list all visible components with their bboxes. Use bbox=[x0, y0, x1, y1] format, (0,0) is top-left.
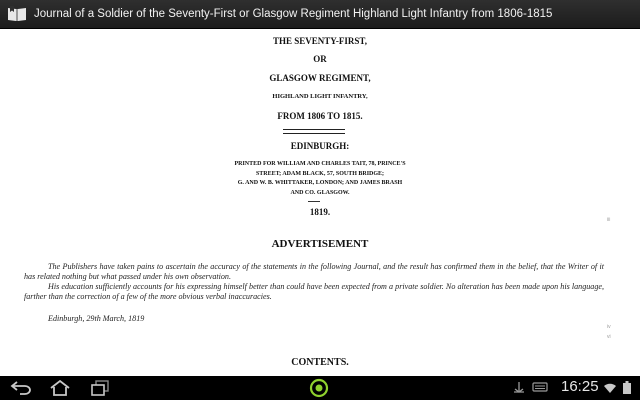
battery-icon bbox=[622, 381, 632, 395]
publication-year: 1819. bbox=[309, 207, 331, 217]
document-page[interactable] bbox=[0, 29, 640, 376]
circle-icon bbox=[309, 378, 329, 398]
home-button[interactable] bbox=[48, 378, 72, 398]
recent-apps-button[interactable] bbox=[88, 378, 112, 398]
system-nav-bar bbox=[0, 376, 640, 400]
keyboard-icon bbox=[532, 381, 548, 393]
app-drawer-button[interactable] bbox=[308, 378, 330, 398]
home-icon bbox=[49, 380, 71, 396]
printer-line: STREET; ADAM BLACK, 57, SOUTH BRIDGE; bbox=[255, 170, 385, 177]
short-rule bbox=[308, 201, 320, 202]
back-button[interactable] bbox=[10, 378, 32, 398]
advertisement-paragraph-2: His education sufficiently accounts for his expressing himself better than could have been expected from a private soldier. No alteration has been made upon his language, farther than the correction of a few of the more obvious verbal inaccuracies. bbox=[24, 282, 604, 301]
title-bar bbox=[0, 0, 640, 29]
book-icon[interactable] bbox=[6, 5, 28, 23]
recent-apps-icon bbox=[90, 380, 110, 396]
page-marker: iii bbox=[607, 217, 611, 223]
title-line-2: OR bbox=[313, 54, 327, 64]
advertisement-signature: Edinburgh, 29th March, 1819 bbox=[48, 314, 145, 323]
page-marker: iv bbox=[607, 324, 611, 330]
title-line-4: HIGHLAND LIGHT INFANTRY, bbox=[272, 93, 368, 100]
system-status-icons[interactable] bbox=[603, 381, 632, 395]
printer-line: PRINTED FOR WILLIAM AND CHARLES TAIT, 78, PRINCE'S bbox=[234, 161, 406, 167]
title-line-5: FROM 1806 TO 1815. bbox=[277, 111, 363, 121]
double-rule bbox=[283, 129, 345, 134]
advertisement-paragraph-1: The Publishers have taken pains to ascertain the accuracy of the statements in the following Journal, and the result has confirmed them in the belief, that the Writer of it has related nothing but what passed under his own observation. bbox=[24, 262, 604, 281]
title-line-3: GLASGOW REGIMENT, bbox=[269, 73, 371, 83]
printer-info bbox=[0, 160, 640, 198]
back-icon bbox=[10, 381, 32, 395]
download-icon bbox=[512, 380, 526, 394]
printer-line: G. AND W. B. WHITTAKER, LONDON; AND JAMES BRASH bbox=[237, 180, 403, 186]
app-title: Journal of a Soldier of the Seventy-First or Glasgow Regiment Highland Light Infantry from 1806-1815 bbox=[34, 8, 553, 20]
printer-line: AND CO. GLASGOW. bbox=[290, 189, 350, 196]
notification-icons[interactable] bbox=[512, 380, 548, 394]
clock[interactable]: 16:25 bbox=[561, 378, 599, 395]
contents-heading: CONTENTS. bbox=[291, 357, 349, 368]
wifi-icon bbox=[603, 382, 617, 394]
page-marker: vi bbox=[607, 334, 611, 340]
title-line-1: THE SEVENTY-FIRST, bbox=[272, 36, 368, 46]
advertisement-heading: ADVERTISEMENT bbox=[271, 238, 369, 250]
publication-place: EDINBURGH: bbox=[290, 141, 350, 151]
